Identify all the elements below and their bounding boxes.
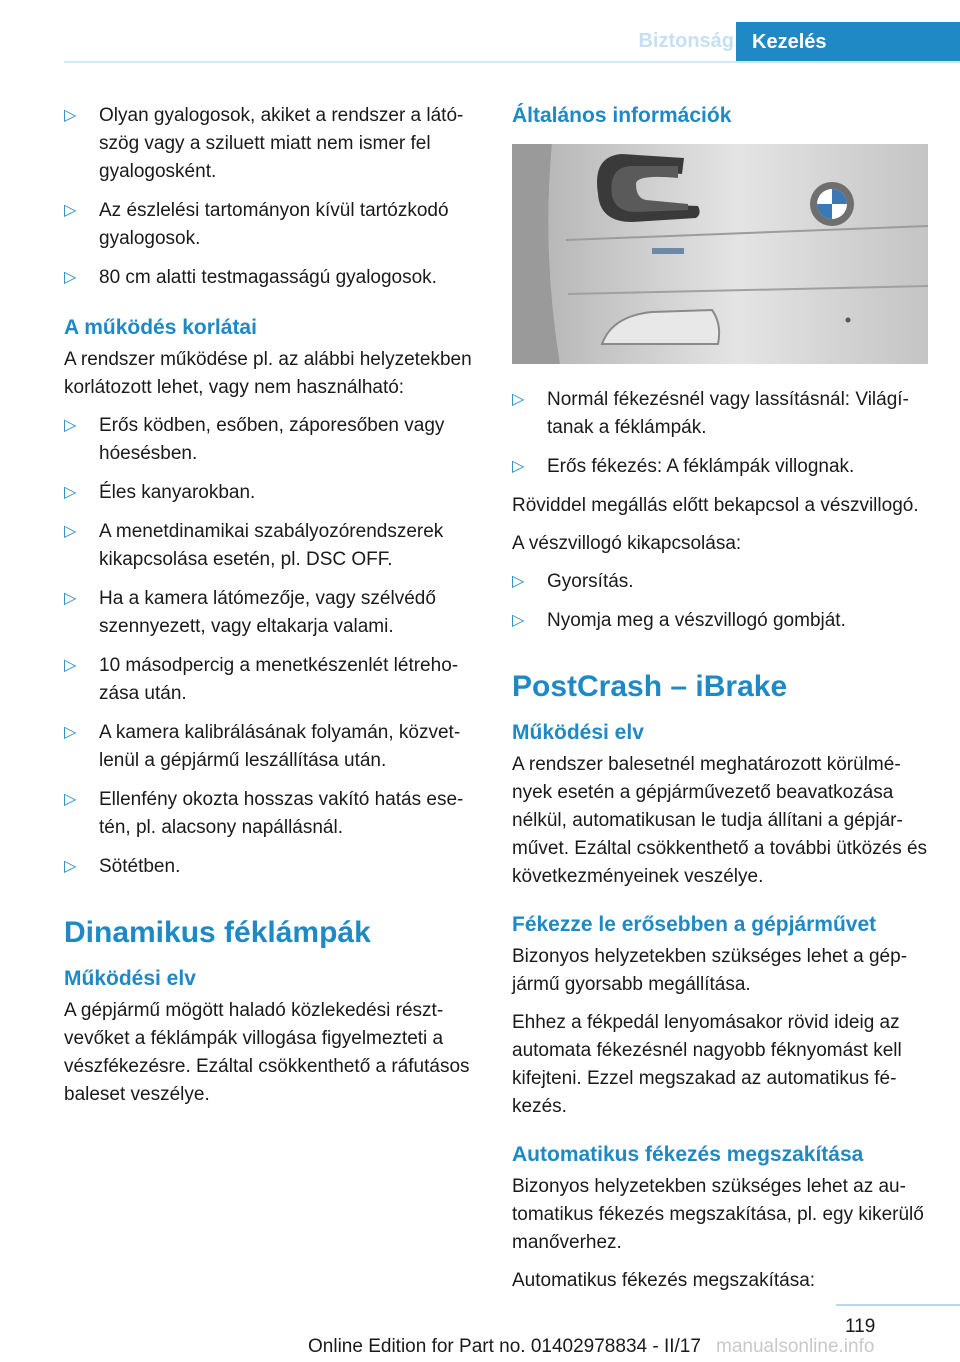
triangle-bullet-icon: ▷ (512, 612, 525, 629)
triangle-bullet-icon: ▷ (64, 417, 77, 434)
list-item: ▷ 10 másodpercig a menetkészenlét létrehozása után. (64, 652, 478, 708)
list-item: ▷ Ellenfény okozta hosszas vakító hatás esetén, pl. alacsony napállásnál. (64, 786, 478, 842)
hazard-off-list (512, 568, 932, 635)
list-item: ▷ Ha a kamera látómezője, vagy szélvédő szennyezett, vagy eltakarja valami. (64, 585, 478, 641)
i-badge (652, 248, 684, 254)
edition-text: Online Edition for Part no. 01402978834 - II/17 (308, 1336, 701, 1357)
list-item: ▷ Normál fékezésnél vagy lassításnál: Világítanak a féklámpák. (512, 386, 932, 442)
brake-light-list (512, 386, 932, 481)
principle-text: A gépjármű mögött haladó közlekedési résztvevőket a féklámpák villogása figyelmezteti a vészfékezésre. Ezáltal csökkenthető a ráfutásos baleset veszélye. (64, 1000, 470, 1105)
triangle-bullet-icon: ▷ (64, 724, 77, 741)
triangle-bullet-icon: ▷ (64, 484, 77, 501)
list-item: ▷ Olyan gyalogosok, akiket a rendszer a látószög vagy a sziluett miatt nem ismer fel gyalogosként. (64, 102, 478, 186)
page-number: 119 (845, 1316, 876, 1337)
triangle-bullet-icon: ▷ (64, 202, 77, 219)
brake-harder-heading: Fékezze le erősebben a gépjárművet (512, 913, 877, 936)
general-info-heading: Általános információk (512, 104, 732, 127)
car-rear-photo (512, 144, 928, 364)
watermark: manualsonline.info (716, 1336, 875, 1357)
list-item: ▷ 80 cm alatti testmagasságú gyalogosok. (64, 264, 478, 292)
list-item: ▷ Éles kanyarokban. (64, 479, 478, 507)
list-item: ▷ Nyomja meg a vészvillogó gombját. (512, 607, 932, 635)
triangle-bullet-icon: ▷ (64, 107, 77, 124)
limits-intro: A rendszer működése pl. az alábbi helyzetekben korlátozott lehet, vagy nem használható: (64, 349, 472, 398)
list-item: ▷ Erős fékezés: A féklámpák villognak. (512, 453, 932, 481)
triangle-bullet-icon: ▷ (64, 858, 77, 875)
abort-braking-heading: Automatikus fékezés megszakítása (512, 1143, 864, 1166)
abort-text-1: Bizonyos helyzetekben szükséges lehet az automatikus fékezés megszakítása, pl. egy kikerülő manőverhez. (512, 1176, 924, 1253)
abort-text-2: Automatikus fékezés megszakítása: (512, 1270, 816, 1291)
footer-rule (836, 1304, 960, 1306)
triangle-bullet-icon: ▷ (64, 523, 77, 540)
brake-text-2: Ehhez a fékpedál lenyomásakor rövid ideig az automata fékezésnél nagyobb féknyomást kell kifejteni. Ezzel megszakad az automatikus fékezés. (512, 1012, 902, 1117)
principle-heading: Működési elv (512, 721, 644, 744)
list-item: ▷ Gyorsítás. (512, 568, 932, 596)
list-item: ▷ Erős ködben, esőben, záporesőben vagy hóesésben. (64, 412, 478, 468)
left-column (64, 102, 478, 1119)
principle-text: A rendszer balesetnél meghatározott körülmények esetén a gépjárművezető beavatkozása nélkül, automatikusan le tudja állítani a gépjárművet. Ezáltal csökkenthető a további ütközés és következményeinek veszélye. (512, 754, 928, 887)
triangle-bullet-icon: ▷ (512, 391, 525, 408)
header-tab-biztonsag[interactable]: Biztonság (638, 30, 734, 52)
triangle-bullet-icon: ▷ (64, 657, 77, 674)
triangle-bullet-icon: ▷ (64, 269, 77, 286)
limits-list (64, 412, 478, 881)
list-item: ▷ Az észlelési tartományon kívül tartózkodó gyalogosok. (64, 197, 478, 253)
list-item: ▷ A menetdinamikai szabályozórendszerek kikapcsolása esetén, pl. DSC OFF. (64, 518, 478, 574)
triangle-bullet-icon: ▷ (64, 791, 77, 808)
list-item: ▷ A kamera kalibrálásának folyamán, közvetlenül a gépjármű leszállítása után. (64, 719, 478, 775)
header-rule (64, 61, 960, 63)
list-item: ▷ Sötétben. (64, 853, 478, 881)
header-tab-kezeles[interactable]: Kezelés (736, 22, 960, 63)
triangle-bullet-icon: ▷ (64, 590, 77, 607)
triangle-bullet-icon: ▷ (512, 573, 525, 590)
brake-text-1: Bizonyos helyzetekben szükséges lehet a gépjármű gyorsabb megállítása. (512, 946, 908, 995)
section-title-postcrash: PostCrash – iBrake (512, 670, 788, 703)
hazard-off-intro: A vészvillogó kikapcsolása: (512, 533, 742, 554)
hazard-text: Röviddel megállás előtt bekapcsol a vészvillogó. (512, 495, 919, 516)
right-column (512, 102, 932, 1305)
triangle-bullet-icon: ▷ (512, 458, 525, 475)
principle-heading: Működési elv (64, 967, 196, 990)
pedestrian-list (64, 102, 478, 292)
limits-heading: A működés korlátai (64, 316, 257, 339)
section-title-dynamic-brake-lights: Dinamikus féklámpák (64, 916, 371, 949)
